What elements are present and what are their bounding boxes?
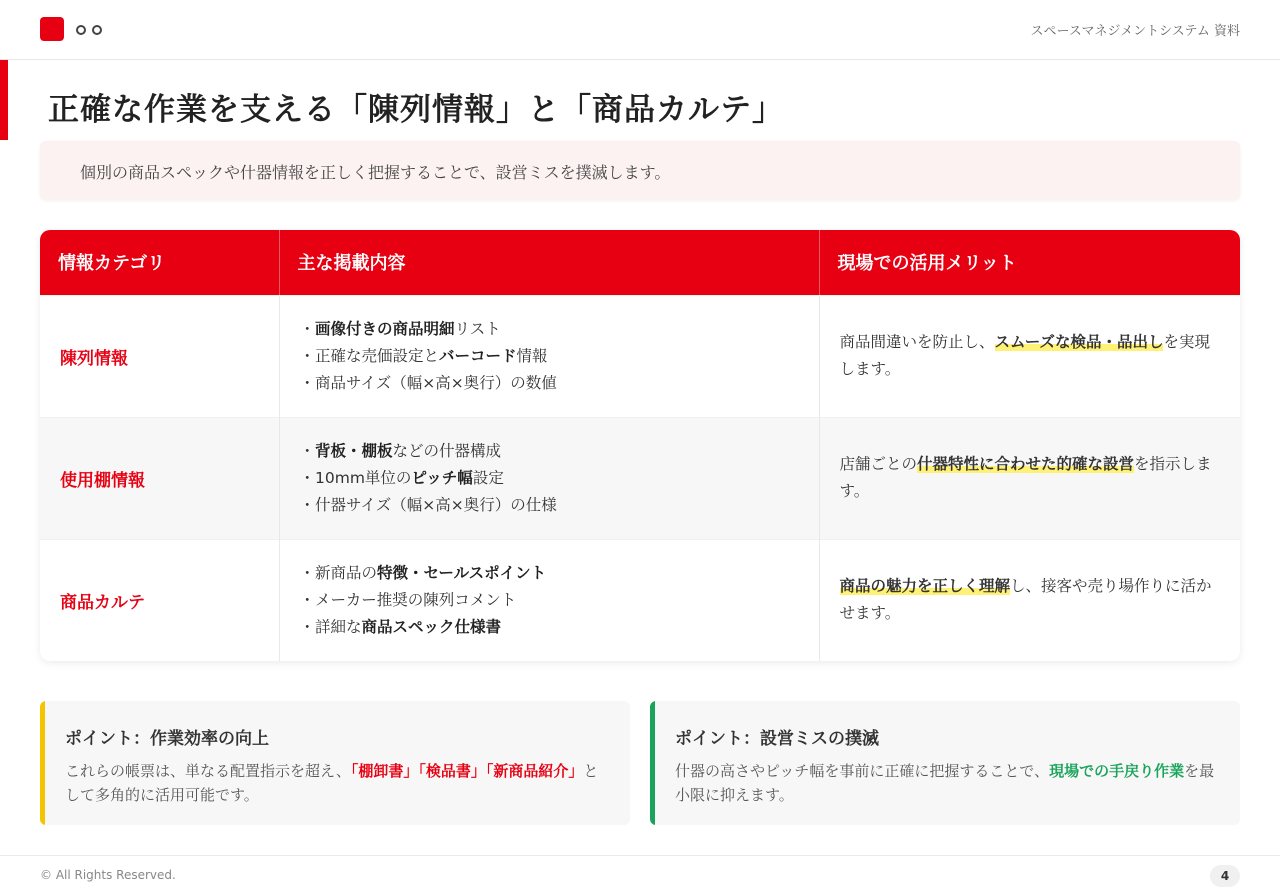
text-segment: 情報: [516, 346, 548, 365]
text-segment: ・什器サイズ（幅×高×奥行）の仕様: [299, 495, 557, 514]
merit-text: [840, 451, 1241, 505]
bold-text: 商品スペック仕様書: [361, 617, 502, 636]
point-card-error-prevention: [650, 701, 1240, 825]
merit-cell: [819, 295, 1240, 417]
copyright: © All Rights Reserved.: [40, 868, 176, 882]
point-card-efficiency: [40, 701, 630, 825]
page-title: 正確な作業を支える「陳列情報」と「商品カルテ」: [48, 92, 784, 128]
text-segment: 店舗ごとの: [839, 455, 918, 473]
merit-cell: [819, 539, 1240, 661]
bold-text: バーコード: [439, 346, 517, 365]
text-segment: ・新商品の: [299, 563, 378, 582]
category-cell: 陳列情報: [40, 295, 279, 417]
list-item: [300, 343, 819, 370]
contents-cell: [279, 417, 819, 539]
text-segment: ・商品サイズ（幅×高×奥行）の数値: [299, 373, 557, 392]
emphasis-text: 現場での手戻り作業: [1049, 762, 1185, 780]
text-segment: として多角的に活用可能です。: [65, 762, 599, 804]
text-segment: ・メーカー推奨の陳列コメント: [299, 590, 517, 609]
text-segment: などの什器構成: [392, 441, 502, 460]
category-cell: 使用棚情報: [40, 417, 279, 539]
text-segment: ・: [299, 441, 316, 460]
list-item: [300, 370, 819, 397]
header-merit: 現場での活用メリット: [837, 253, 1017, 275]
text-segment: ・詳細な: [299, 617, 362, 636]
list-item: [300, 316, 819, 343]
title-accent-bar: [0, 60, 8, 140]
bold-text: 背板・棚板: [315, 441, 393, 460]
highlighted-text: 商品の魅力を正しく理解: [839, 577, 1011, 596]
table-header-row: [40, 230, 1240, 295]
text-segment: ・正確な売価設定と: [299, 346, 440, 365]
text-segment: ・: [299, 319, 316, 338]
merit-cell: [819, 417, 1240, 539]
list-item: [300, 438, 819, 465]
list-item: [300, 492, 819, 519]
text-segment: これらの帳票は、単なる配置指示を超え、: [65, 762, 351, 780]
table-row: [40, 539, 1240, 661]
page-number: 4: [1210, 865, 1240, 887]
page-header: [0, 0, 1280, 60]
list-item: [300, 587, 819, 614]
contents-cell: [279, 539, 819, 661]
merit-text: [840, 329, 1241, 383]
footer-divider: [0, 855, 1280, 856]
logo-dots-icon: [76, 25, 102, 35]
category-cell: 商品カルテ: [40, 539, 279, 661]
point-title: ポイント：設営ミスの撲滅: [675, 729, 879, 749]
info-table: [40, 230, 1240, 661]
text-segment: ・10mm単位の: [299, 468, 412, 487]
point-title: ポイント：作業効率の向上: [65, 729, 269, 749]
document-title: スペースマネジメントシステム 資料: [1030, 24, 1240, 39]
text-segment: 設定: [472, 468, 504, 487]
point-accent-bar: [650, 701, 655, 825]
text-segment: を最小限に抑えます。: [675, 762, 1215, 804]
bold-text: ピッチ幅: [411, 468, 473, 487]
point-accent-bar: [40, 701, 45, 825]
text-segment: し、接客や売り場作りに活かせます。: [839, 577, 1212, 623]
text-segment: リスト: [454, 319, 501, 338]
table-row: [40, 417, 1240, 539]
text-segment: 商品間違いを防止し、: [839, 333, 995, 351]
contents-list: [300, 316, 819, 397]
contents-list: [300, 560, 819, 641]
bold-text: 特徴・セールスポイント: [377, 563, 547, 582]
merit-text: [840, 573, 1241, 627]
text-segment: を実現します。: [839, 333, 1210, 378]
list-item: [300, 614, 819, 641]
highlighted-text: 什器特性に合わせた的確な設営: [917, 455, 1135, 473]
point-text: [65, 759, 605, 807]
header-contents: 主な掲載内容: [279, 230, 819, 295]
text-segment: を指示します。: [839, 455, 1212, 500]
contents-cell: [279, 295, 819, 417]
highlighted-text: スムーズな検品・品出し: [994, 333, 1164, 351]
header-category: 情報カテゴリ: [40, 230, 279, 295]
lead-box: [40, 141, 1240, 200]
lead-text: 個別の商品スペックや什器情報を正しく把握することで、設営ミスを撲滅します。: [80, 163, 671, 182]
list-item: [300, 465, 819, 492]
text-segment: 什器の高さやピッチ幅を事前に正確に把握することで、: [675, 762, 1050, 780]
contents-list: [300, 438, 819, 519]
point-text: [675, 759, 1215, 807]
emphasis-text: 「棚卸書」「検品書」「新商品紹介」: [350, 762, 584, 780]
list-item: [300, 560, 819, 587]
bold-text: 画像付きの商品明細: [315, 319, 455, 338]
table-row: [40, 295, 1240, 417]
logo-icon: [40, 17, 64, 41]
